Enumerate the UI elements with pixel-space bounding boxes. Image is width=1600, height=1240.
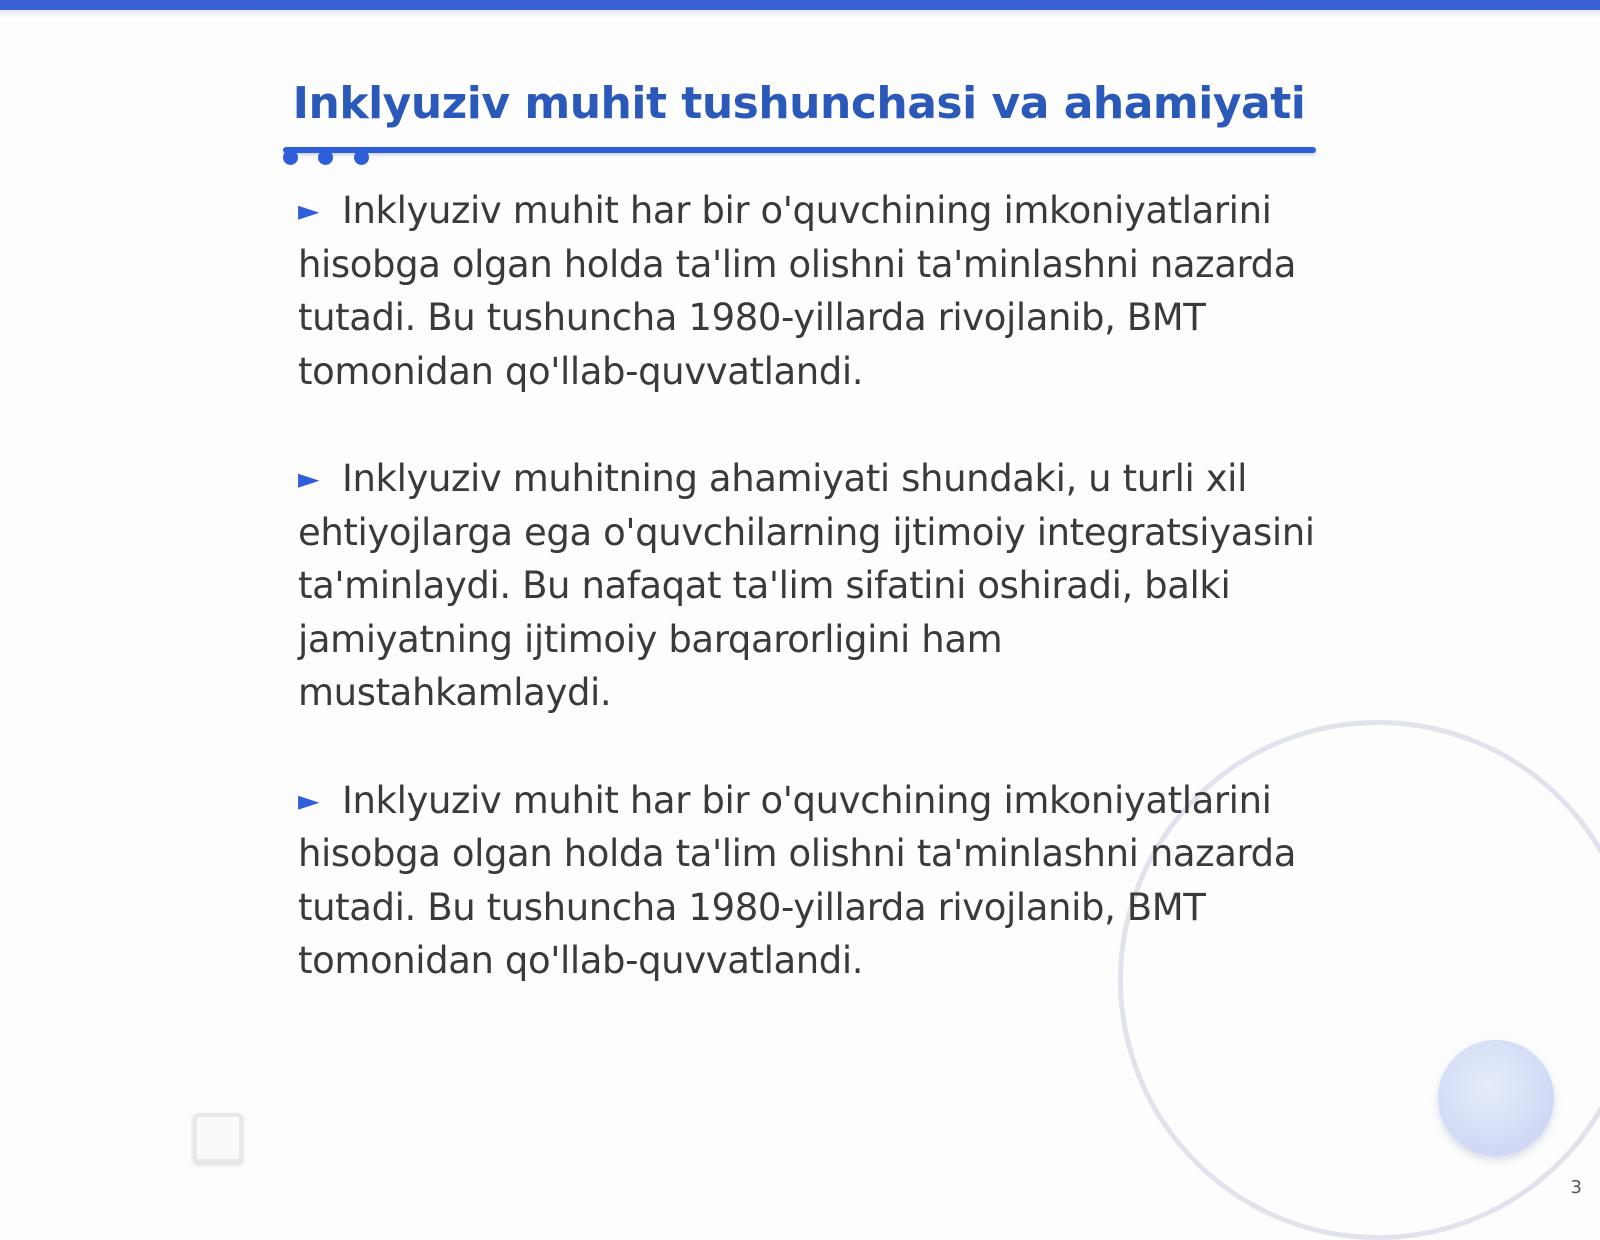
title-dot-3 <box>354 150 369 165</box>
bullet-text: Inklyuziv muhit har bir o'quvchining imkoniyatlarini hisobga olgan holda ta'lim olishni ta'minlashni nazarda tutadi. Bu tushuncha 1980-yillarda rivojlanib, BMT tomonidan qo'llab-quvvatlandi. <box>298 189 1296 393</box>
decorative-square <box>193 1113 243 1163</box>
bullet-item <box>298 774 1318 988</box>
title-underline <box>283 147 1316 153</box>
page-number: 3 <box>1570 1177 1582 1198</box>
bullet-arrow-icon: ► <box>298 194 320 227</box>
bullet-list <box>298 184 1318 1042</box>
top-accent-bar-shadow <box>0 10 1600 18</box>
title-dot-2 <box>318 150 333 165</box>
bullet-item <box>298 452 1318 720</box>
slide-title: Inklyuziv muhit tushunchasi va ahamiyati <box>292 78 1306 129</box>
bullet-text: Inklyuziv muhit har bir o'quvchining imkoniyatlarini hisobga olgan holda ta'lim olishni ta'minlashni nazarda tutadi. Bu tushuncha 1980-yillarda rivojlanib, BMT tomonidan qo'llab-quvvatlandi. <box>298 778 1296 982</box>
bullet-arrow-icon: ► <box>298 783 320 817</box>
top-accent-bar <box>0 0 1600 10</box>
bullet-text: Inklyuziv muhitning ahamiyati shundaki, u turli xil ehtiyojlarga ega o'quvchilarning ijtimoiy integratsiyasini ta'minlaydi. Bu nafaqat ta'lim sifatini oshiradi, balki jamiyatning ijtimoiy barqarorligini ham mustahkamlaydi. <box>298 457 1315 714</box>
bullet-item <box>298 184 1318 398</box>
decorative-circle <box>1438 1040 1554 1156</box>
bullet-arrow-icon: ► <box>298 462 320 495</box>
title-dot-1 <box>283 150 298 165</box>
